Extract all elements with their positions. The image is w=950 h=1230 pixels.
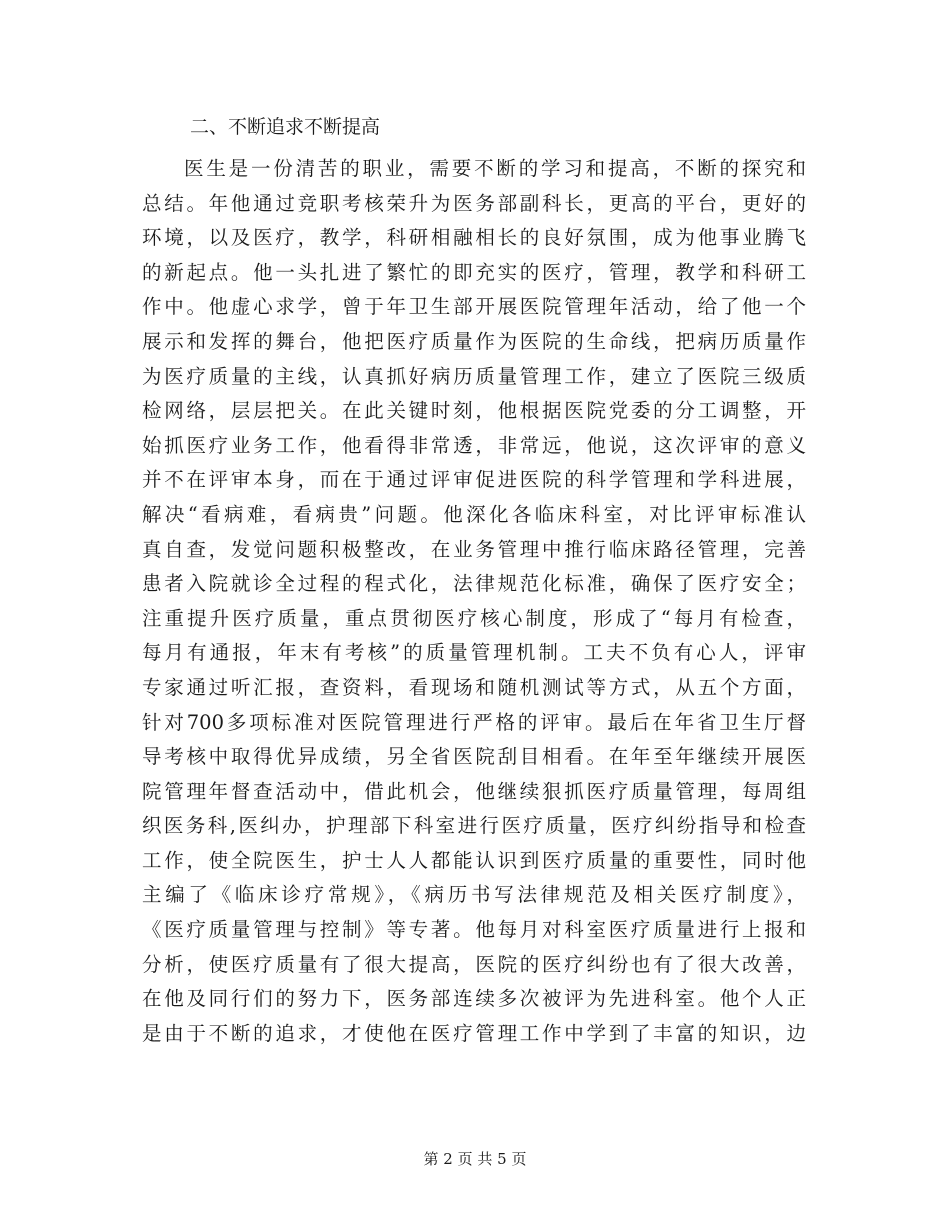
text-line: 在他及同行们的努力下，医务部连续多次被评为先进科室。他个人正 <box>142 987 806 1011</box>
text-line: 医生是一份清苦的职业，需要不断的学习和提高，不断的探究和 <box>184 157 806 180</box>
page-number: 第 2 页 共 5 页 <box>423 1150 527 1168</box>
text-line: 专家通过听汇报，查资料，看现场和随机测试等方式，从五个方面， <box>142 675 806 699</box>
text-line: 注重提升医疗质量，重点贯彻医疗核心制度，形成了“每月有检查， <box>142 606 806 630</box>
text-line: 织医务科,医纠办，护理部下科室进行医疗质量，医疗纠纷指导和检查 <box>142 814 806 838</box>
text-line: 工作，使全院医生，护士人人都能认识到医疗质量的重要性，同时他 <box>142 848 806 872</box>
text-line: 解决“看病难，看病贵”问题。他深化各临床科室，对比评审标准认 <box>142 502 806 526</box>
text-line: 每月有通报，年末有考核”的质量管理机制。工夫不负有心人，评审 <box>142 641 806 665</box>
text-line: 检网络，层层把关。在此关键时刻，他根据医院党委的分工调整，开 <box>142 399 806 423</box>
text-line: 作中。他虚心求学，曾于年卫生部开展医院管理年活动，给了他一个 <box>142 295 806 319</box>
text-line: 总结。年他通过竞职考核荣升为医务部副科长，更高的平台，更好的 <box>142 191 806 215</box>
section-heading: 二、不断追求不断提高 <box>190 116 381 138</box>
text-line: 的新起点。他一头扎进了繁忙的即充实的医疗，管理，教学和科研工 <box>142 260 806 284</box>
text-line: 患者入院就诊全过程的程式化，法律规范化标准，确保了医疗安全； <box>142 572 806 596</box>
text-line: 分析，使医疗质量有了很大提高，医院的医疗纠纷也有了很大改善， <box>142 952 806 976</box>
text-line: 为医疗质量的主线，认真抓好病历质量管理工作，建立了医院三级质 <box>142 364 806 388</box>
text-line: 是由于不断的追求，才使他在医疗管理工作中学到了丰富的知识，边 <box>142 1021 806 1045</box>
text-line: 展示和发挥的舞台，他把医疗质量作为医院的生命线，把病历质量作 <box>142 329 806 353</box>
text-line: 环境，以及医疗，教学，科研相融相长的良好氛围，成为他事业腾飞 <box>142 226 806 250</box>
text-line: 真自查，发觉问题积极整改，在业务管理中推行临床路径管理，完善 <box>142 537 806 561</box>
text-line: 院管理年督查活动中，借此机会，他继续狠抓医疗质量管理，每周组 <box>142 779 806 803</box>
text-line: 《医疗质量管理与控制》等专著。他每月对科室医疗质量进行上报和 <box>142 918 806 942</box>
text-line: 针对700多项标准对医院管理进行严格的评审。最后在年省卫生厅督 <box>142 710 806 734</box>
body-paragraph <box>142 152 806 1051</box>
text-line: 导考核中取得优异成绩，另全省医院刮目相看。在年至年继续开展医 <box>142 745 806 769</box>
page-footer <box>0 1148 950 1170</box>
text-line: 并不在评审本身，而在于通过评审促进医院的科学管理和学科进展， <box>142 468 806 492</box>
text-line: 主编了《临床诊疗常规》，《病历书写法律规范及相关医疗制度》， <box>142 883 806 907</box>
text-line: 始抓医疗业务工作，他看得非常透，非常远，他说，这次评审的意义 <box>142 433 806 457</box>
